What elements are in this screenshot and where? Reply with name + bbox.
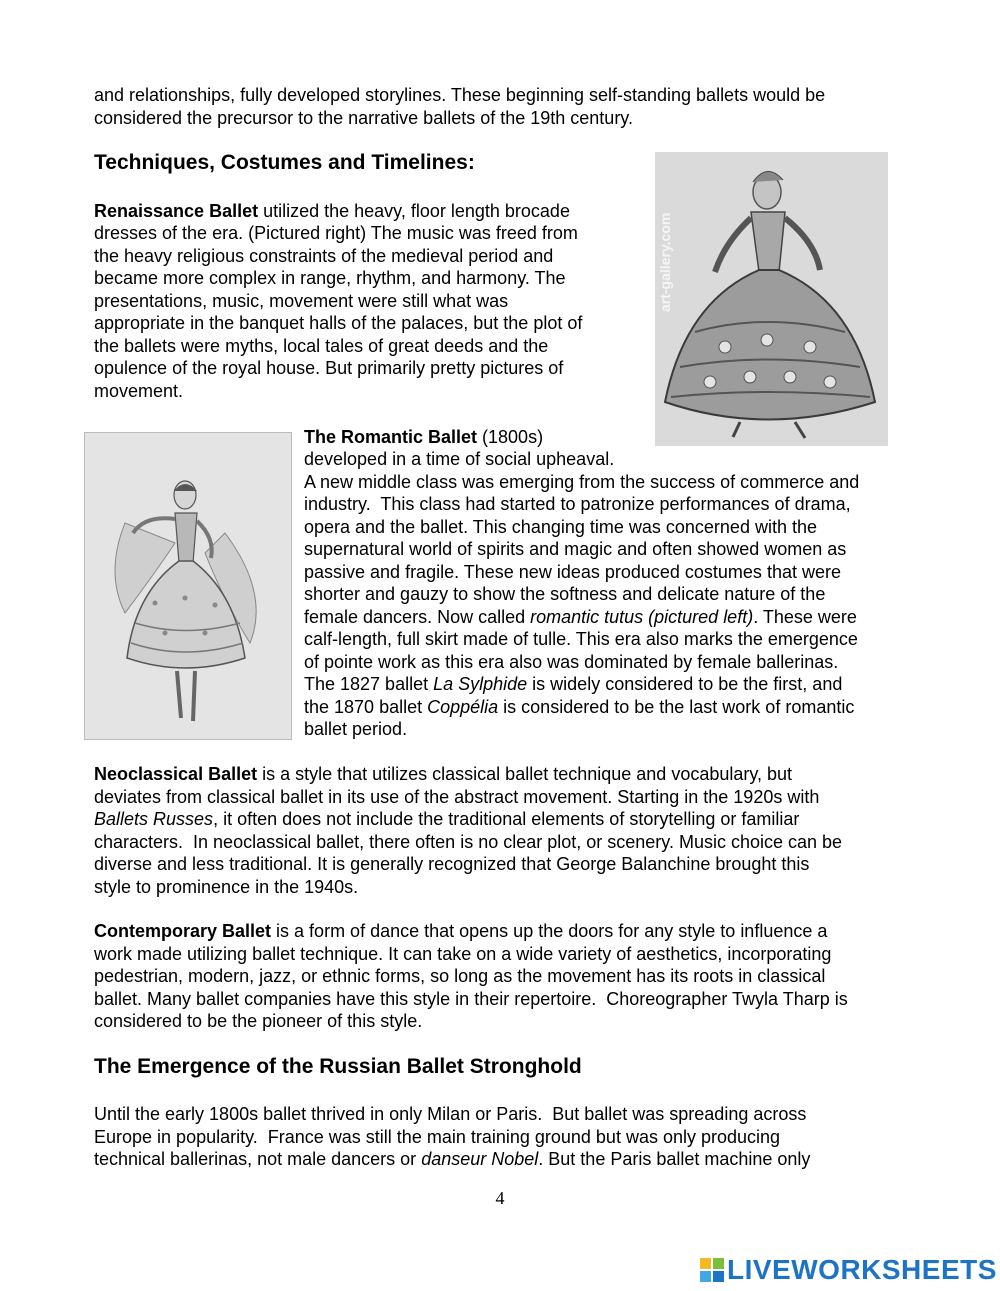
liveworksheets-icon: [700, 1258, 724, 1282]
renaissance-line-6: appropriate in the banquet halls of the palaces, but the plot of: [94, 313, 583, 333]
romantic-line-2: A new middle class was emerging from the success of commerce and: [304, 472, 860, 492]
section-heading-russian: The Emergence of the Russian Ballet Stronghold: [94, 1055, 582, 1078]
contemporary-line-5: considered to be the pioneer of this style.: [94, 1011, 423, 1031]
contemporary-line-2: work made utilizing ballet technique. It can take on a wide variety of aesthetics, incorporating: [94, 944, 832, 964]
neoclassical-line-2: deviates from classical ballet in its use of the abstract movement. Starting in the 1920s with: [94, 787, 820, 807]
renaissance-line-5: presentations, music, movement were still what was: [94, 291, 509, 311]
contemporary-line-3: pedestrian, modern, jazz, or ethnic forms, so long as the movement has its roots in classical: [94, 966, 826, 986]
renaissance-line-4: became more complex in range, rhythm, and harmony. The: [94, 268, 566, 288]
romantic-tutu-image: [84, 432, 292, 740]
neoclassical-line-6: style to prominence in the 1940s.: [94, 877, 359, 897]
romantic-line-title: The Romantic Ballet (1800s): [304, 427, 544, 447]
neoclassical-line-4: characters. In neoclassical ballet, there often is no clear plot, or scenery. Music choice can be: [94, 832, 843, 852]
russian-line-3: technical ballerinas, not male dancers or danseur Nobel. But the Paris ballet machine only: [94, 1149, 811, 1169]
romantic-line-12: the 1870 ballet Coppélia is considered to be the last work of romantic: [304, 697, 855, 717]
intro-line-2: considered the precursor to the narrative ballets of the 19th century.: [94, 108, 633, 128]
romantic-line-11: The 1827 ballet La Sylphide is widely considered to be the first, and: [304, 674, 843, 694]
renaissance-line-2: dresses of the era. (Pictured right) The music was freed from: [94, 223, 578, 243]
romantic-line-9: calf-length, full skirt made of tulle. This era also marks the emergence: [304, 629, 858, 649]
renaissance-line-3: the heavy religious constraints of the medieval period and: [94, 246, 554, 266]
romantic-line-1: developed in a time of social upheaval.: [304, 449, 615, 469]
russian-line-1: Until the early 1800s ballet thrived in only Milan or Paris. But ballet was spreading across: [94, 1104, 807, 1124]
russian-line-2: Europe in popularity. France was still the main training ground but was only producing: [94, 1127, 781, 1147]
contemporary-title: Contemporary Ballet: [94, 921, 272, 941]
neoclassical-title: Neoclassical Ballet: [94, 764, 258, 784]
romantic-line-3: industry. This class had started to patronize performances of drama,: [304, 494, 851, 514]
renaissance-line-8: opulence of the royal house. But primarily pretty pictures of: [94, 358, 564, 378]
liveworksheets-logo[interactable]: [700, 1254, 997, 1286]
neoclassical-line-1: Neoclassical Ballet is a style that utilizes classical ballet technique and vocabulary, but: [94, 764, 793, 784]
romantic-line-4: opera and the ballet. This changing time was concerned with the: [304, 517, 817, 537]
intro-line-1: and relationships, fully developed storylines. These beginning self-standing ballets would be: [94, 85, 826, 105]
renaissance-line-1: Renaissance Ballet utilized the heavy, floor length brocade: [94, 201, 570, 221]
renaissance-costume-image: [655, 152, 888, 446]
renaissance-line-7: the ballets were myths, local tales of great deeds and the: [94, 336, 549, 356]
logo-text: LIVEWORKSHEETS: [727, 1254, 997, 1285]
image-watermark: art-gallery.com: [657, 212, 673, 312]
contemporary-line-1: Contemporary Ballet is a form of dance that opens up the doors for any style to influence a: [94, 921, 828, 941]
romantic-line-7: shorter and gauzy to show the softness and delicate nature of the: [304, 584, 826, 604]
page-number: 4: [495, 1188, 505, 1208]
gown-illustration: [655, 152, 888, 446]
romantic-line-8: female dancers. Now called romantic tutus (pictured left). These were: [304, 607, 857, 627]
romantic-line-13: ballet period.: [304, 719, 408, 739]
neoclassical-line-5: diverse and less traditional. It is generally recognized that George Balanchine brought this: [94, 854, 810, 874]
section-heading-techniques: Techniques, Costumes and Timelines:: [94, 151, 475, 174]
renaissance-title: Renaissance Ballet: [94, 201, 259, 221]
romantic-line-5: supernatural world of spirits and magic and often showed women as: [304, 539, 847, 559]
contemporary-line-4: ballet. Many ballet companies have this style in their repertoire. Choreographer Twyla Tharp is: [94, 989, 848, 1009]
romantic-line-10: of pointe work as this era also was dominated by female ballerinas.: [304, 652, 839, 672]
renaissance-line-9: movement.: [94, 381, 184, 401]
romantic-line-6: passive and fragile. These new ideas produced costumes that were: [304, 562, 841, 582]
romantic-title: The Romantic Ballet: [304, 427, 478, 447]
ballerina-illustration: [85, 433, 291, 739]
neoclassical-line-3: Ballets Russes, it often does not include the traditional elements of storytelling or familiar: [94, 809, 800, 829]
